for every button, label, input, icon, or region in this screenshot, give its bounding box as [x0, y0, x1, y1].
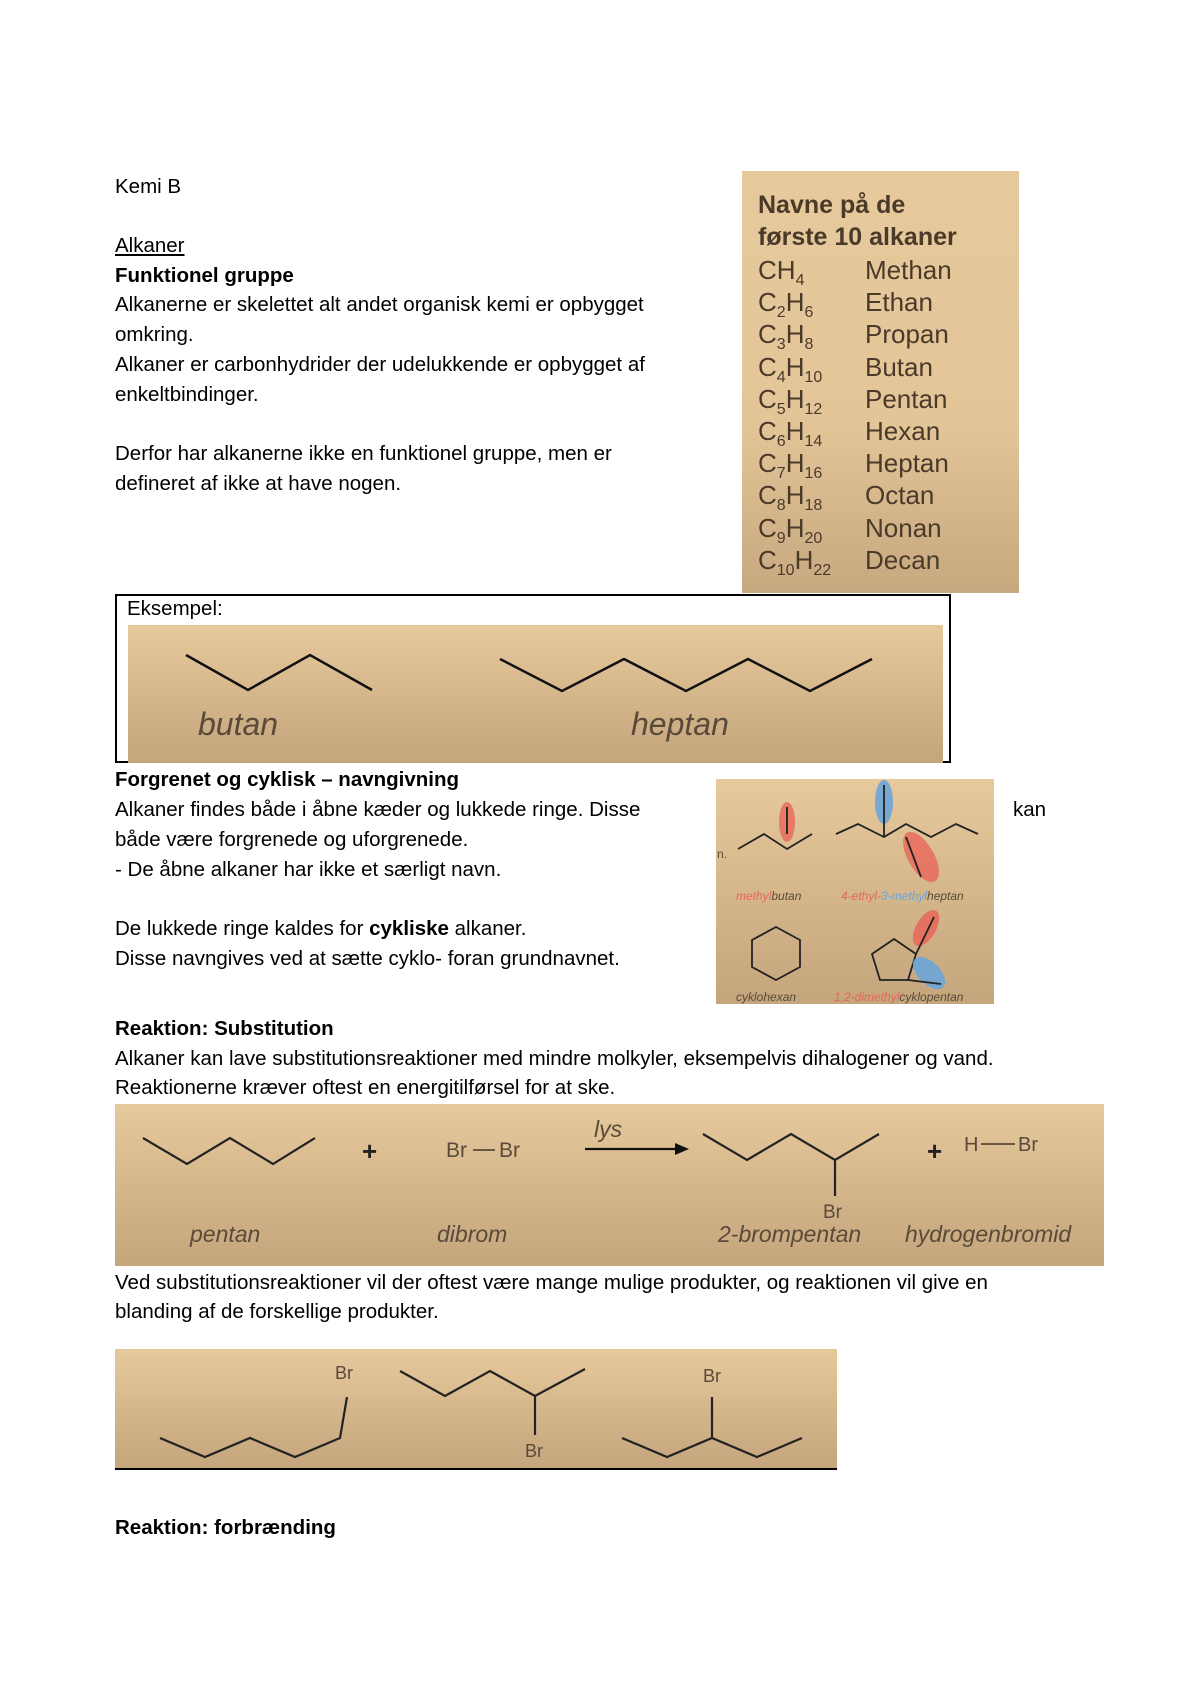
- paragraph-line: omkring.: [115, 323, 194, 346]
- alkane-name: Decan: [865, 544, 941, 575]
- alkane-name: Ethan: [865, 287, 933, 318]
- example-box: [115, 594, 951, 763]
- reaction-arrow-head: [675, 1143, 689, 1155]
- paragraph-line: - De åbne alkaner har ikke et særligt navn.: [115, 858, 502, 881]
- alkane-formula: $C_2H_6$: [758, 287, 814, 322]
- alkane-formula: $C_4H_{10}$: [758, 351, 823, 386]
- heptan-label: heptan: [631, 706, 729, 742]
- br-atom: Br: [335, 1363, 353, 1383]
- paragraph-line: [115, 914, 526, 944]
- bromopentane-2-skeleton: [400, 1369, 585, 1396]
- plus-sign: +: [927, 1136, 943, 1166]
- product-label: hydrogenbromid: [905, 1221, 1072, 1247]
- section-title-forgrenet: Forgrenet og cyklisk – navngivning: [115, 768, 460, 791]
- alkane-name: Pentan: [865, 383, 948, 414]
- figure-label: [841, 889, 964, 903]
- example-label: Eksempel:: [127, 597, 223, 620]
- section-title-substitution: Reaktion: Substitution: [115, 1017, 334, 1040]
- br-atom: Br: [446, 1139, 467, 1162]
- bromopentane-1-skeleton: [160, 1397, 347, 1457]
- possible-products-image: [115, 1349, 837, 1468]
- br-atom: Br: [499, 1139, 520, 1162]
- alkane-names-table: [742, 171, 1019, 593]
- br-atom: Br: [525, 1441, 543, 1461]
- paragraph-line: Alkaner kan lave substitutionsreaktioner med mindre molkyler, eksempelvis dihalogener og vand.: [115, 1047, 994, 1070]
- paragraph-line: Disse navngives ved at sætte cyklo- foran grundnavnet.: [115, 947, 620, 970]
- alkane-formula: $CH_4$: [758, 255, 805, 290]
- alkane-row: [758, 544, 940, 587]
- cyclopentane-ring: [872, 939, 916, 980]
- example-structures-image: [128, 625, 943, 763]
- butan-label: butan: [198, 706, 279, 742]
- cut-text: n.: [717, 847, 728, 861]
- label-colored: 4-ethyl-: [841, 889, 882, 903]
- horizontal-rule: [115, 1468, 837, 1470]
- alkane-name: Heptan: [865, 448, 949, 479]
- paragraph-line: Alkaner er carbonhydrider der udelukkende er opbygget af: [115, 353, 645, 376]
- paragraph-line: Alkaner findes både i åbne kæder og lukkede ringe. Disse: [115, 798, 641, 821]
- label-colored: 1,2-dimethyl: [834, 990, 900, 1004]
- figure-label: cyklohexan: [736, 990, 797, 1004]
- alkane-name: Octan: [865, 480, 935, 511]
- paragraph-line: Alkanerne er skelettet alt andet organisk kemi er opbygget: [115, 293, 644, 316]
- text-span: De lukkede ringe kaldes for: [115, 917, 370, 940]
- alkane-name: Hexan: [865, 416, 941, 446]
- alkane-formula: $C_9H_{20}$: [758, 512, 823, 547]
- label-rest: cyklopentan: [899, 990, 964, 1004]
- bromopentane-3-skeleton: [622, 1438, 802, 1457]
- reagent-label: pentan: [190, 1221, 261, 1247]
- paragraph-line: defineret af ikke at have nogen.: [115, 472, 402, 495]
- dimethyl-highlight: [907, 906, 944, 951]
- paragraph-line: Derfor har alkanerne ikke en funktionel gruppe, men er: [115, 442, 612, 465]
- section-title-alkaner: Alkaner: [115, 234, 185, 257]
- text-span-bold: cykliske: [369, 917, 449, 940]
- label-rest: butan: [771, 889, 802, 903]
- butan-skeleton: [186, 655, 372, 690]
- substitution-reaction-image: [115, 1104, 1104, 1266]
- product-label: 2-brompentan: [718, 1221, 862, 1247]
- br-atom: Br: [703, 1366, 721, 1386]
- br-atom: Br: [1018, 1134, 1038, 1156]
- alkane-formula: $C_5H_{12}$: [758, 383, 823, 418]
- figure-label: [736, 889, 802, 903]
- alkane-formula: $C_3H_8$: [758, 319, 814, 354]
- alkane-formula: $C_{10}H_{22}$: [758, 544, 832, 579]
- text-span: alkaner.: [448, 917, 527, 940]
- section-title-forbraending: Reaktion: forbrænding: [115, 1516, 336, 1539]
- alkane-name: Butan: [865, 351, 933, 382]
- alkane-name: Propan: [865, 319, 949, 350]
- paragraph-line-tail: kan: [1013, 798, 1047, 821]
- paragraph-line: Reaktionerne kræver oftest en energitilførsel for at ske.: [115, 1076, 616, 1099]
- reagent-label: dibrom: [437, 1221, 508, 1247]
- paragraph-line: enkeltbindinger.: [115, 383, 259, 406]
- label-colored: methyl: [736, 889, 772, 903]
- arrow-label: lys: [594, 1116, 623, 1142]
- alkane-formula: $C_6H_{14}$: [758, 416, 823, 451]
- table-title-line: Navne på de: [758, 191, 906, 219]
- h-atom: H: [964, 1134, 979, 1156]
- methylbutan-skeleton: [738, 834, 812, 849]
- heptan-skeleton: [500, 659, 872, 691]
- alkane-formula: $C_8H_{18}$: [758, 480, 823, 515]
- plus-sign: +: [362, 1136, 378, 1166]
- methyl-highlight-2: [896, 826, 947, 887]
- alkane-name: Methan: [865, 255, 952, 285]
- cyclohexane-ring: [752, 927, 800, 980]
- brompentan-skeleton: [703, 1134, 879, 1160]
- alkane-name: Nonan: [865, 512, 942, 543]
- figure-label: [834, 990, 964, 1004]
- paragraph-line: både være forgrenede og uforgrenede.: [115, 828, 469, 851]
- label-colored: 3-methyl: [881, 889, 928, 903]
- label-rest: heptan: [927, 889, 964, 903]
- paragraph-line: blanding af de forskellige produkter.: [115, 1300, 439, 1323]
- dimethyl-highlight-2: [907, 951, 951, 995]
- alkane-formula: $C_7H_{16}$: [758, 448, 823, 483]
- table-title-line: første 10 alkaner: [758, 223, 957, 251]
- branched-cyclic-figure: [716, 779, 994, 1004]
- br-atom: Br: [823, 1202, 842, 1223]
- subtitle-funktionel-gruppe: Funktionel gruppe: [115, 264, 294, 287]
- paragraph-line: Ved substitutionsreaktioner vil der oftest være mange mulige produkter, og reaktionen vil give en: [115, 1271, 988, 1294]
- table-title: [758, 189, 957, 253]
- course-title: Kemi B: [115, 175, 182, 198]
- pentan-skeleton: [143, 1138, 315, 1164]
